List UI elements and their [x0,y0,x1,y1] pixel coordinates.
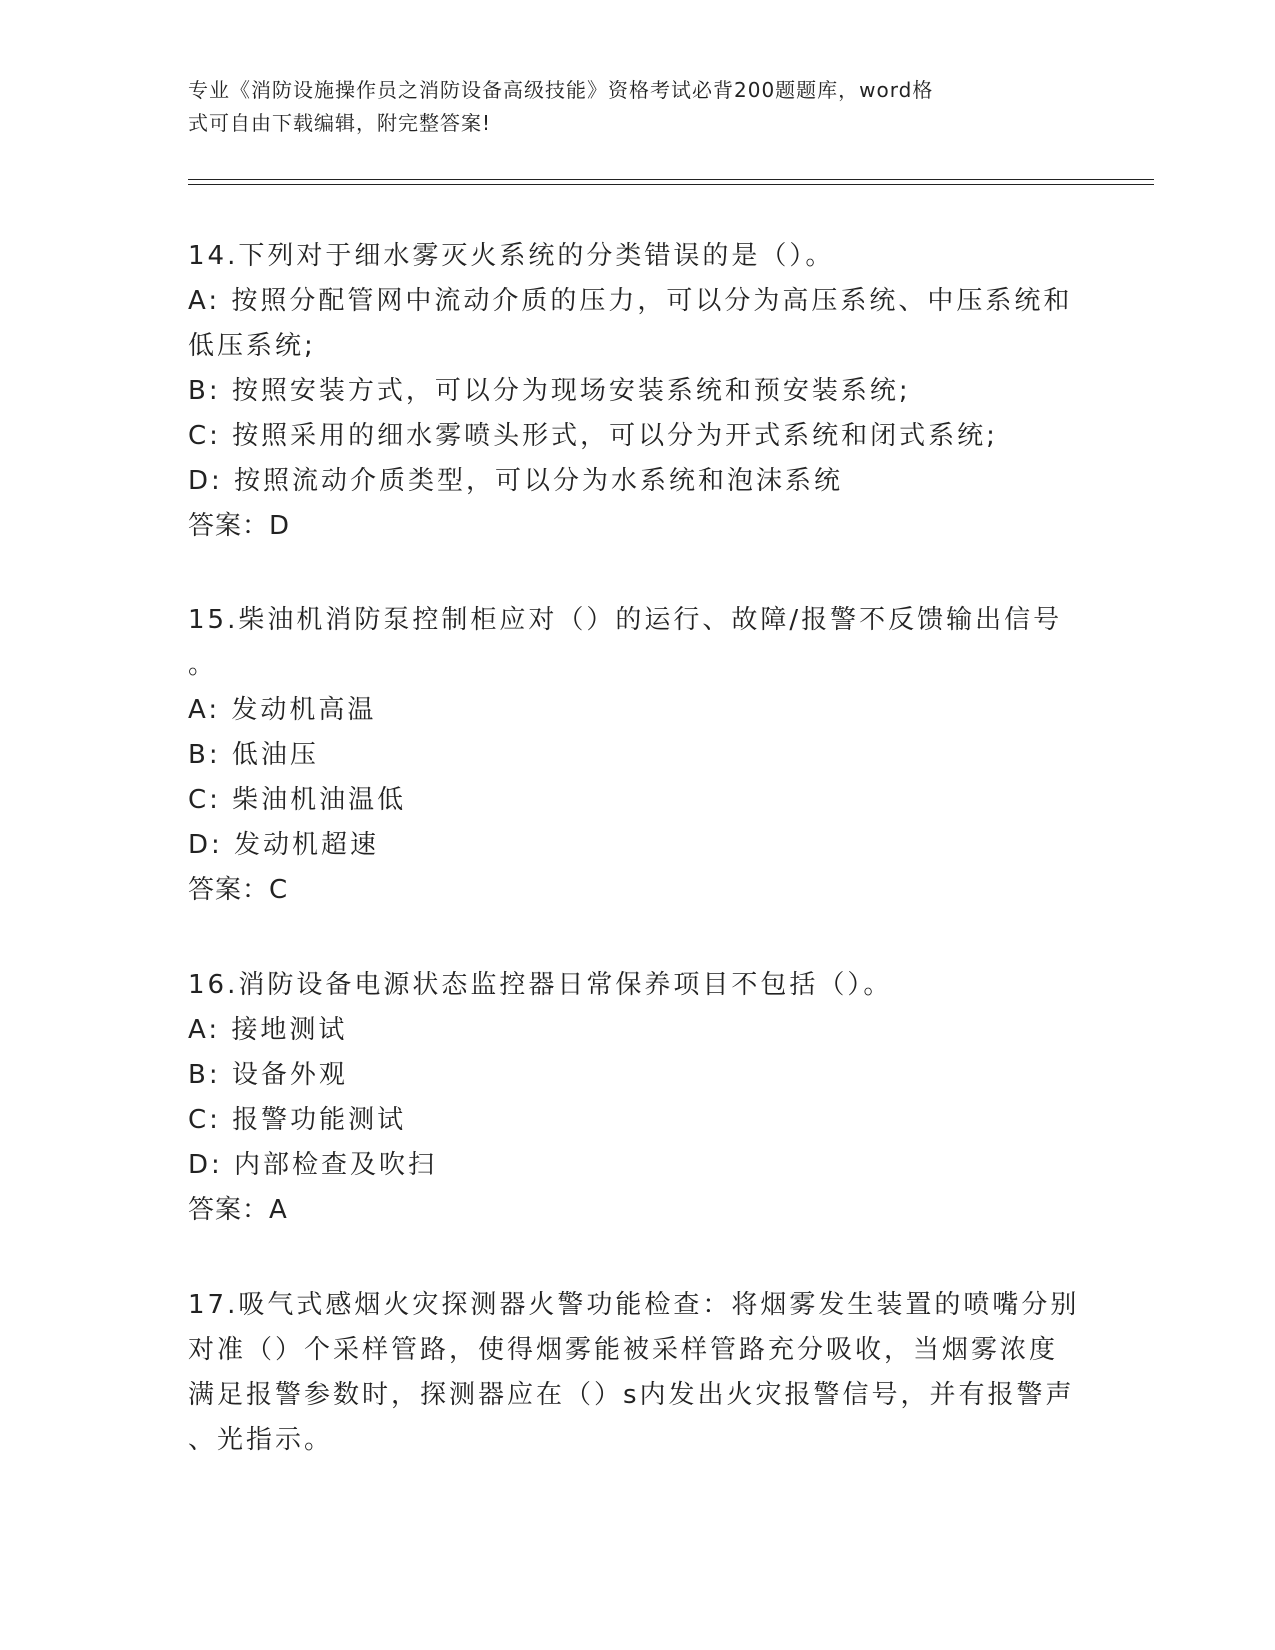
question-16 [188,963,1088,1233]
option-b: B: 设备外观 [188,1060,348,1090]
option-b: B: 低油压 [188,740,319,770]
question-15 [188,598,1088,913]
answer-line: 答案：A [188,1195,288,1225]
option-a: A: 接地测试 [188,1015,348,1045]
answer-line: 答案：D [188,511,291,541]
option-c: C: 柴油机油温低 [188,785,407,815]
option-a: A: 发动机高温 [188,695,377,725]
header-line: 式可自由下载编辑，附完整答案! [188,111,492,135]
question-stem-continued: 。 [188,650,218,680]
question-stem: 15.柴油机消防泵控制柜应对（）的运行、故障/报警不反馈输出信号 [188,605,1063,635]
question-stem: 16.消防设备电源状态监控器日常保养项目不包括（）。 [188,970,893,1000]
question-stem: 14.下列对于细水雾灭火系统的分类错误的是（）。 [188,241,835,271]
header-line: 专业《消防设施操作员之消防设备高级技能》资格考试必背200题题库，word格 [188,78,934,102]
question-17 [188,1283,1088,1463]
option-d: D: 发动机超速 [188,830,380,860]
option-b: B: 按照安装方式，可以分为现场安装系统和预安装系统; [188,376,911,406]
option-c: C: 报警功能测试 [188,1105,407,1135]
question-stem-continued: 满足报警参数时，探测器应在（）s内发出火灾报警信号，并有报警声 [188,1380,1075,1410]
option-a-continued: 低压系统; [188,331,316,361]
question-14 [188,234,1088,549]
question-stem: 17.吸气式感烟火灾探测器火警功能检查：将烟雾发生装置的喷嘴分别 [188,1290,1080,1320]
header-divider-top [188,179,1154,180]
option-c: C: 按照采用的细水雾喷头形式，可以分为开式系统和闭式系统; [188,421,998,451]
option-d: D: 内部检查及吹扫 [188,1150,438,1180]
option-a: A: 按照分配管网中流动介质的压力，可以分为高压系统、中压系统和 [188,286,1073,316]
header-divider-bottom [188,184,1154,185]
question-stem-continued: 对准（）个采样管路，使得烟雾能被采样管路充分吸收，当烟雾浓度 [188,1335,1059,1365]
document-header [188,74,1088,140]
question-stem-continued: 、光指示。 [188,1425,334,1455]
answer-line: 答案：C [188,875,289,905]
option-d: D: 按照流动介质类型，可以分为水系统和泡沫系统 [188,466,844,496]
